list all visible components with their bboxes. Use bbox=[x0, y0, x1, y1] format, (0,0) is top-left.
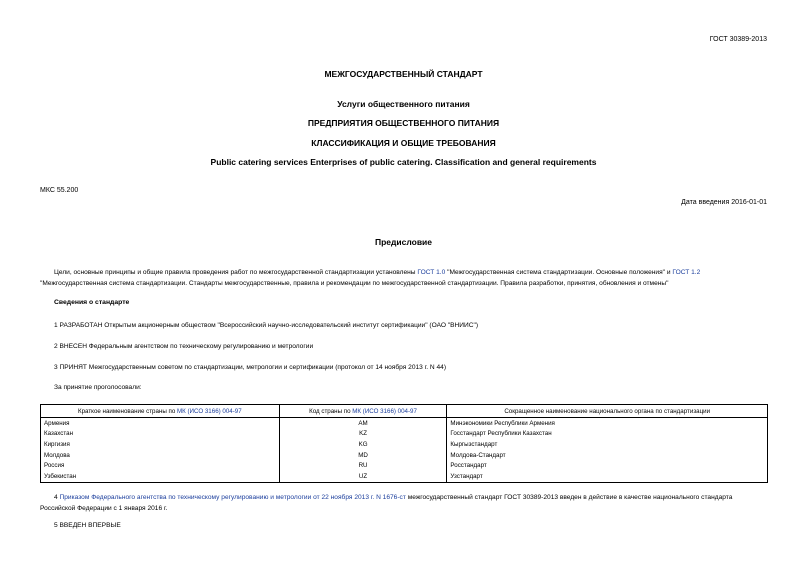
standard-type-heading: МЕЖГОСУДАРСТВЕННЫЙ СТАНДАРТ bbox=[324, 69, 483, 79]
country-cell: Киргизия bbox=[41, 439, 280, 450]
item-2-submitted: 2 ВНЕСЕН Федеральным агентством по техническому регулированию и метрологии bbox=[54, 343, 314, 350]
mks-code: МКС 55.200 bbox=[40, 187, 79, 194]
body-cell: Узстандарт bbox=[447, 471, 768, 482]
body-cell: Росстандарт bbox=[447, 460, 768, 471]
gost-1-0-link[interactable]: ГОСТ 1.0 bbox=[417, 269, 446, 276]
introduction-date: Дата введения 2016-01-01 bbox=[681, 199, 767, 206]
country-cell: Узбекистан bbox=[41, 471, 280, 482]
title-line-3: КЛАССИФИКАЦИЯ И ОБЩИЕ ТРЕБОВАНИЯ bbox=[311, 138, 496, 148]
body-cell: Минэкономики Республики Армения bbox=[447, 418, 768, 429]
country-cell: Россия bbox=[41, 460, 280, 471]
code-cell: KZ bbox=[279, 429, 447, 440]
voted-label: За принятие проголосовали: bbox=[54, 384, 142, 391]
code-cell: MD bbox=[279, 450, 447, 461]
table-row bbox=[41, 418, 768, 429]
table-row bbox=[41, 471, 768, 482]
code-cell: RU bbox=[279, 460, 447, 471]
document-number: ГОСТ 30389-2013 bbox=[709, 36, 767, 43]
preface-text-a: Цели, основные принципы и общие правила проведения работ по межгосударственной стандартизации установлены bbox=[54, 269, 418, 276]
table-row bbox=[41, 460, 768, 471]
code-cell: AM bbox=[279, 418, 447, 429]
country-cell: Молдова bbox=[41, 450, 280, 461]
preface-text-b: "Межгосударственная система стандартизации. Основные положения" и bbox=[445, 269, 673, 276]
table-row bbox=[41, 439, 768, 450]
header-country bbox=[41, 405, 280, 418]
body-cell: Госстандарт Республики Казахстан bbox=[447, 429, 768, 440]
item-4-prefix: 4 bbox=[54, 494, 60, 501]
title-english: Public catering services Enterprises of public catering. Classification and general requirements bbox=[210, 157, 597, 167]
header-code-text: Код страны по bbox=[309, 407, 353, 415]
gost-1-2-link[interactable]: ГОСТ 1.2 bbox=[672, 269, 701, 276]
preface-heading: Предисловие bbox=[374, 237, 433, 247]
code-cell: UZ bbox=[279, 471, 447, 482]
header-code bbox=[279, 405, 447, 418]
voting-countries-table bbox=[40, 404, 768, 483]
preface-paragraph bbox=[40, 267, 768, 289]
item-3-adopted: 3 ПРИНЯТ Межгосударственным советом по стандартизации, метрологии и сертификации (протокол от 14 ноября 2013 г. N 44) bbox=[54, 364, 447, 371]
country-cell: Казахстан bbox=[41, 429, 280, 440]
header-country-text: Краткое наименование страны по bbox=[77, 407, 178, 415]
mk-iso-link[interactable]: МК (ИСО 3166) 004-97 bbox=[177, 407, 242, 415]
header-body: Сокращенное наименование национального органа по стандартизации bbox=[447, 405, 768, 418]
table-header-row bbox=[41, 405, 768, 418]
country-cell: Армения bbox=[41, 418, 280, 429]
standard-info-heading: Сведения о стандарте bbox=[54, 299, 130, 306]
item-4-suffix: межгосударственный стандарт ГОСТ 30389-2013 введен в действие в качестве национального стандарта Российской Федерации с 1 января 2016 г. bbox=[40, 494, 733, 512]
title-line-2: ПРЕДПРИЯТИЯ ОБЩЕСТВЕННОГО ПИТАНИЯ bbox=[307, 118, 500, 128]
table-row bbox=[41, 429, 768, 440]
preface-text-c: "Межгосударственная система стандартизации. Стандарты межгосударственные, правила и рекомендации по межгосударственной стандартизации. Правила разработки, принятия, обновления и отмены" bbox=[40, 280, 669, 287]
body-cell: Кыргызстандарт bbox=[447, 439, 768, 450]
title-line-1: Услуги общественного питания bbox=[337, 99, 470, 109]
item-5-first-introduced: 5 ВВЕДЕН ВПЕРВЫЕ bbox=[54, 522, 121, 529]
mk-iso-link[interactable]: МК (ИСО 3166) 004-97 bbox=[352, 407, 417, 415]
body-cell: Молдова-Стандарт bbox=[447, 450, 768, 461]
table-row bbox=[41, 450, 768, 461]
item-1-developed: 1 РАЗРАБОТАН Открытым акционерным обществом "Всероссийский научно-исследовательский институт сертификации" (ОАО "ВНИИС") bbox=[54, 322, 479, 329]
item-4-enacted bbox=[40, 492, 768, 514]
order-link[interactable]: Приказом Федерального агентства по техническому регулированию и метрологии от 22 ноября 2013 г. N 1676-ст bbox=[59, 494, 406, 501]
code-cell: KG bbox=[279, 439, 447, 450]
